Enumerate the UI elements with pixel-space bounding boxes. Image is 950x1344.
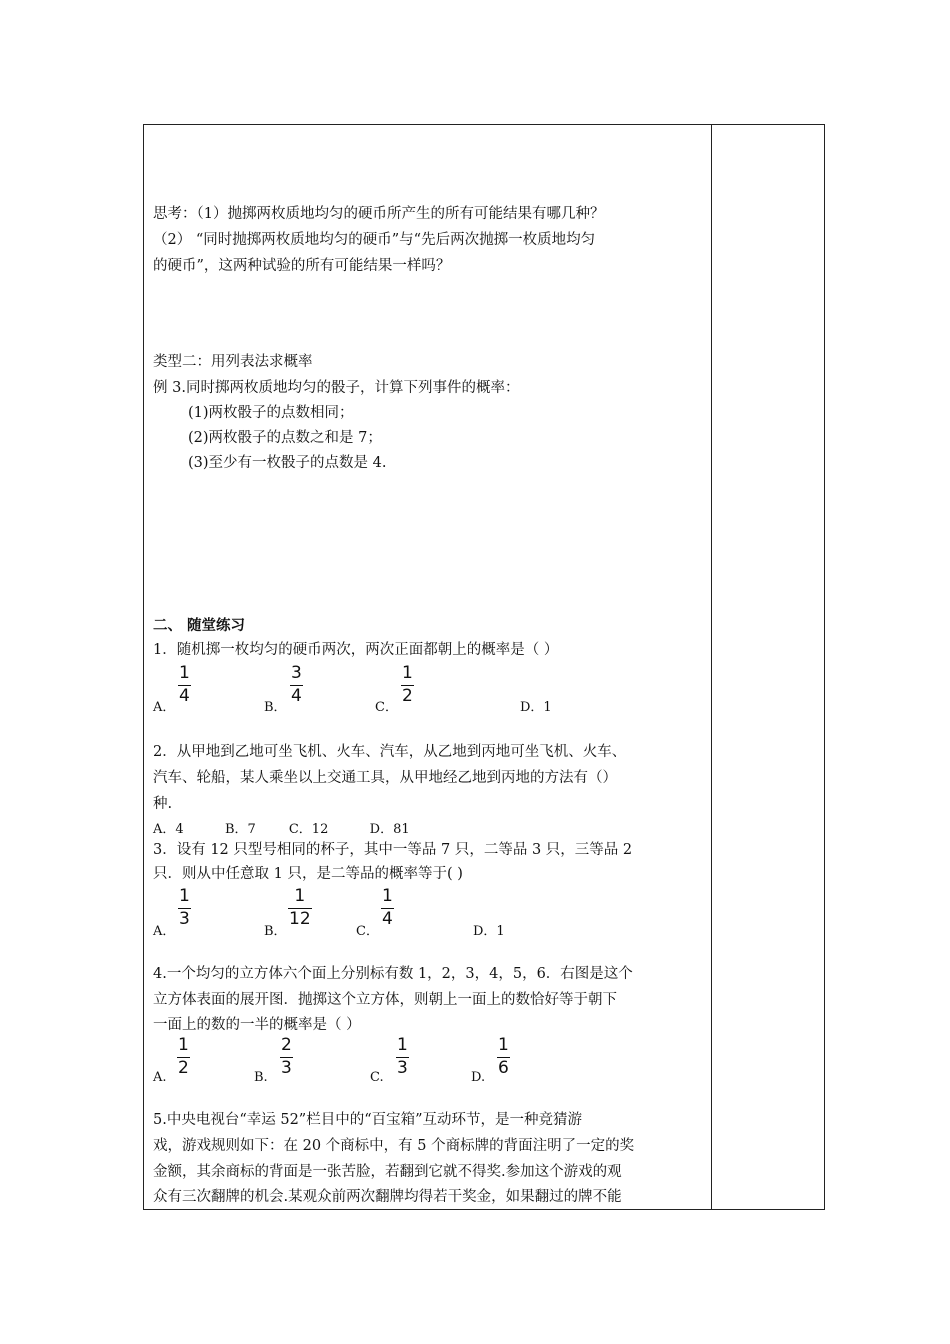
q4-option-d-label: D.	[471, 1070, 486, 1085]
example-3: 例 3.同时掷两枚质地均匀的骰子，计算下列事件的概率：	[153, 380, 520, 396]
denominator: 3	[397, 1058, 408, 1078]
example-item-1: (1)两枚骰子的点数相同；	[188, 405, 354, 421]
q4-line-2: 立方体表面的展开图．抛掷这个立方体，则朝上一面上的数恰好等于朝下	[153, 992, 617, 1008]
q5-line-3: 金额，其余商标的背面是一张苦脸，若翻到它就不得奖.参加这个游戏的观	[153, 1164, 622, 1180]
q3-fraction-b	[288, 887, 312, 929]
numerator: 3	[291, 663, 302, 683]
type2-heading: 类型二：用列表法求概率	[153, 354, 313, 370]
numerator: 1	[382, 886, 393, 906]
think-line-1: 思考：（1）抛掷两枚质地均匀的硬币所产生的所有可能结果有哪几种？	[153, 206, 605, 222]
q4-option-c-label: C.	[370, 1070, 384, 1085]
q3-line-1: 3．设有 12 只型号相同的杯子，其中一等品 7 只，二等品 3 只，三等品 2	[153, 842, 633, 858]
numerator: 2	[281, 1035, 292, 1055]
q2-line-1: 2．从甲地到乙地可坐飞机、火车、汽车，从乙地到丙地可坐飞机、火车、	[153, 744, 627, 760]
q4-option-b-label: B.	[254, 1070, 268, 1085]
example-item-3: (3)至少有一枚骰子的点数是 4.	[188, 455, 387, 471]
table-frame	[143, 124, 825, 1210]
q5-line-2: 戏，游戏规则如下：在 20 个商标中，有 5 个商标牌的背面注明了一定的奖	[153, 1138, 635, 1154]
q1-option-b-label: B．	[264, 700, 287, 715]
q1-text: 1．随机掷一枚均匀的硬币两次，两次正面都朝上的概率是（ ）	[153, 642, 559, 658]
q4-fraction-b	[280, 1036, 293, 1078]
numerator: 1	[178, 1035, 189, 1055]
numerator: 1	[498, 1035, 509, 1055]
denominator: 12	[289, 909, 311, 929]
q4-option-a-label: A.	[153, 1070, 167, 1085]
q2-options: A．4 B．7 C．12 D．81	[153, 822, 410, 837]
example-item-2: (2)两枚骰子的点数之和是 7；	[188, 430, 382, 446]
numerator: 1	[294, 886, 306, 906]
q1-fraction-b	[290, 664, 303, 706]
denominator: 2	[402, 686, 413, 706]
q3-option-b-label: B．	[264, 924, 287, 939]
q3-option-c-label: C．	[356, 924, 379, 939]
q3-option-a-label: A．	[153, 924, 176, 939]
q4-fraction-a	[177, 1036, 190, 1078]
practice-heading: 二、 随堂练习	[153, 617, 246, 634]
q1-fraction-a	[178, 664, 191, 706]
q3-fraction-c	[381, 887, 394, 929]
q1-option-c-label: C．	[375, 700, 398, 715]
denominator: 4	[179, 686, 190, 706]
denominator: 4	[382, 909, 393, 929]
q3-fraction-a	[178, 887, 191, 929]
q1-option-d: D．1	[520, 700, 552, 715]
q3-option-d: D．1	[473, 924, 505, 939]
numerator: 1	[402, 663, 413, 683]
q4-line-3: 一面上的数的一半的概率是（ ）	[153, 1017, 361, 1033]
q3-line-2: 只．则从中任意取 1 只，是二等品的概率等于( )	[153, 866, 463, 882]
denominator: 3	[179, 909, 190, 929]
column-divider	[711, 124, 712, 1210]
numerator: 1	[179, 886, 190, 906]
q2-line-3: 种.	[153, 796, 173, 812]
q2-line-2: 汽车、轮船，某人乘坐以上交通工具，从甲地经乙地到丙地的方法有（）	[153, 770, 617, 786]
denominator: 6	[498, 1058, 509, 1078]
denominator: 2	[178, 1058, 189, 1078]
q5-line-1: 5.中央电视台“幸运 52”栏目中的“百宝箱”互动环节，是一种竞猜游	[153, 1112, 583, 1128]
numerator: 1	[179, 663, 190, 683]
denominator: 3	[281, 1058, 292, 1078]
denominator: 4	[291, 686, 302, 706]
think-line-3: 的硬币”，这两种试验的所有可能结果一样吗？	[153, 258, 451, 274]
q1-fraction-c	[401, 664, 414, 706]
q4-fraction-d	[497, 1036, 510, 1078]
think-line-2: （2） “同时抛掷两枚质地均匀的硬币”与“先后两次抛掷一枚质地均匀	[153, 232, 596, 248]
q5-line-4: 众有三次翻牌的机会.某观众前两次翻牌均得若干奖金，如果翻过的牌不能	[153, 1189, 622, 1205]
q4-line-1: 4.一个均匀的立方体六个面上分别标有数 1，2，3，4，5，6．右图是这个	[153, 966, 633, 982]
q1-option-a-label: A．	[153, 700, 176, 715]
q4-fraction-c	[396, 1036, 409, 1078]
numerator: 1	[397, 1035, 408, 1055]
